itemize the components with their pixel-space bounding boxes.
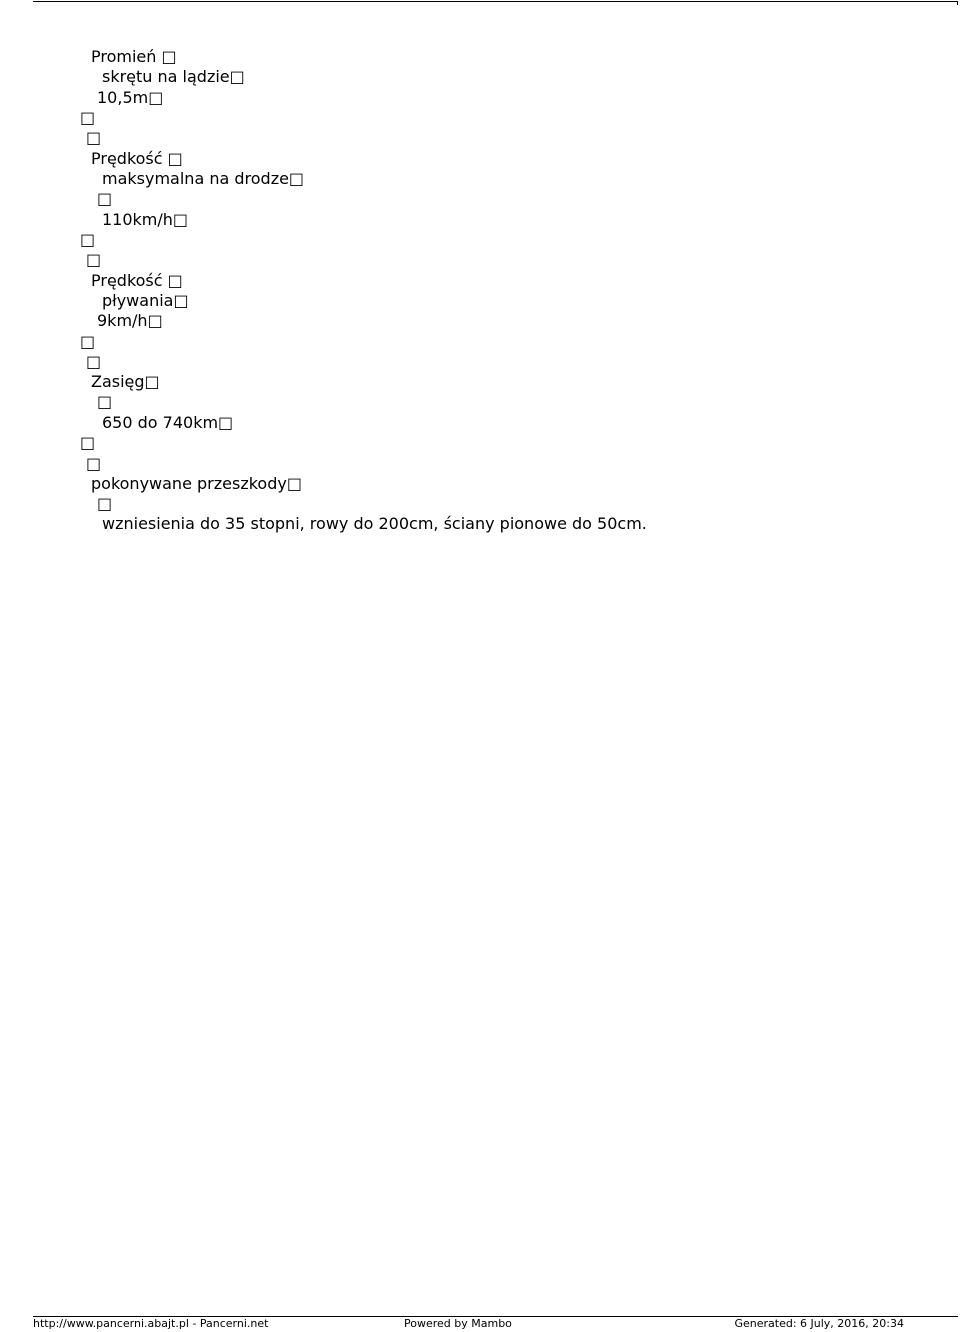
text-line: □ (86, 454, 102, 473)
text-line: □ (97, 392, 113, 411)
header-rule-end (957, 1, 958, 5)
footer-site-link[interactable]: http://www.pancerni.abajt.pl - Pancerni.net (33, 1317, 269, 1330)
text-line: Prędkość □ (91, 271, 183, 290)
footer-generated: Generated: 6 July, 2016, 20:34 (734, 1317, 904, 1330)
text-line: 9km/h□ (97, 311, 163, 330)
text-line: □ (86, 352, 102, 371)
text-line: pływania□ (102, 291, 189, 310)
text-line: skrętu na lądzie□ (102, 67, 245, 86)
footer-powered-by: Powered by Mambo (404, 1317, 512, 1330)
text-line: Promień □ (91, 47, 177, 66)
text-line: □ (80, 108, 96, 127)
text-line: 650 do 740km□ (102, 413, 234, 432)
text-line: □ (97, 189, 113, 208)
text-line: maksymalna na drodze□ (102, 169, 305, 188)
text-line: □ (80, 433, 96, 452)
text-line: □ (80, 230, 96, 249)
text-line: □ (86, 250, 102, 269)
text-line: □ (80, 332, 96, 351)
text-line: Zasięg□ (91, 372, 160, 391)
text-line: □ (86, 128, 102, 147)
text-line: pokonywane przeszkody□ (91, 474, 302, 493)
text-line: 110km/h□ (102, 210, 189, 229)
text-line: 10,5m□ (97, 88, 164, 107)
text-line: Prędkość □ (91, 149, 183, 168)
text-line: wzniesienia do 35 stopni, rowy do 200cm, ściany pionowe do 50cm. (102, 514, 647, 533)
text-line: □ (97, 494, 113, 513)
header-rule (33, 1, 958, 2)
